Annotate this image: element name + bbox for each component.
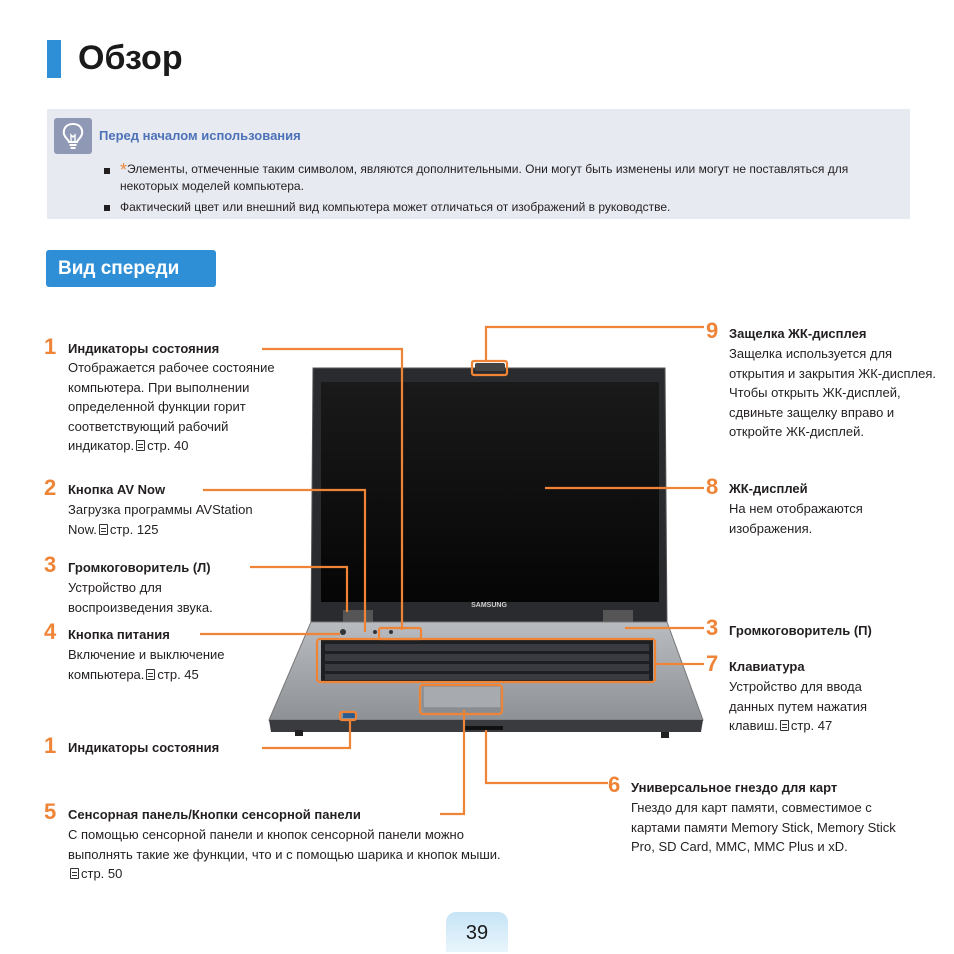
callout-desc: Устройство для воспроизведения звука. (68, 580, 213, 615)
note-item-text: Элементы, отмеченные таким символом, являются дополнительными. Они могут быть изменены или могут не поставляться для некоторых моделей компьютера. (120, 162, 849, 193)
callout-label-touchpad: Сенсорная панель/Кнопки сенсорной панели (68, 807, 361, 822)
callout-label-card-slot: Универсальное гнездо для карт (631, 780, 838, 795)
optional-star: * (120, 160, 128, 180)
note-heading: Перед началом использования (99, 128, 301, 143)
callout-label-left-speaker: Громкоговоритель (Л) (68, 560, 211, 575)
callout-label-status-indicators: Индикаторы состояния (68, 341, 220, 356)
page-reference-icon (146, 669, 155, 680)
bullet-square-icon (104, 168, 110, 174)
callout-desc: Защелка используется для открытия и закрытия ЖК-дисплея. Чтобы открыть ЖК-дисплей, сдвиньте защелку вправо и откройте ЖК-дисплей. (729, 346, 936, 439)
callout-desc: Включение и выключение компьютера. стр. 45 (68, 647, 225, 682)
page-reference-icon (99, 524, 108, 535)
callout-desc: На нем отображаются изображения. (729, 501, 863, 536)
callout-number: 7 (706, 651, 719, 676)
callout-desc: Гнездо для карт памяти, совместимое с картами памяти Memory Stick, Memory Stick Pro, SD Card, MMC, MMC Plus и xD. (631, 800, 896, 854)
note-item-text: Фактический цвет или внешний вид компьютера может отличаться от изображений в руководстве. (120, 200, 671, 214)
callout-number: 1 (44, 334, 57, 359)
callout-number: 2 (44, 475, 57, 500)
callout-label-lcd-display: ЖК-дисплей (729, 481, 808, 496)
callout-number: 6 (608, 772, 621, 797)
callout-label-status-indicators: Индикаторы состояния (68, 740, 220, 755)
callout-label-keyboard: Клавиатура (729, 659, 805, 674)
callout-desc: С помощью сенсорной панели и кнопок сенсорной панели можно выполнять такие же функции, что и с помощью шарика и кнопок мыши.стр. 50 (68, 827, 501, 881)
laptop-illustration (265, 360, 705, 740)
callout-label-lcd-latch: Защелка ЖК-дисплея (729, 326, 867, 341)
callout-number: 3 (706, 615, 719, 640)
title-accent-bar (47, 40, 61, 78)
brand-logo: SAMSUNG (471, 602, 507, 609)
callout-number: 3 (44, 552, 57, 577)
page-number: 39 (446, 912, 508, 952)
callout-number: 4 (44, 619, 57, 644)
callout-number: 8 (706, 474, 719, 499)
bullet-square-icon (104, 205, 110, 211)
callout-number: 1 (44, 733, 57, 758)
callout-desc: Загрузка программы AVStation Now. стр. 125 (68, 502, 253, 537)
callout-number: 5 (44, 799, 57, 824)
callout-label-power-button: Кнопка питания (68, 627, 170, 642)
page-reference-icon (70, 868, 79, 879)
section-header: Вид спереди (46, 250, 216, 287)
callout-label-av-now-button: Кнопка AV Now (68, 482, 166, 497)
callout-desc: Устройство для ввода данных путем нажатия клавиш. стр. 47 (729, 679, 868, 733)
page-reference-icon (136, 440, 145, 451)
lightbulb-icon (54, 118, 92, 154)
page-title: Обзор (78, 39, 183, 77)
callout-number: 9 (706, 318, 719, 343)
callout-label-right-speaker: Громкоговоритель (П) (729, 623, 872, 638)
page-reference-icon (780, 720, 789, 731)
callout-desc: Отображается рабочее состояние компьютера. При выполнении определенной функции горит соответствующий рабочий индикатор. стр. 40 (68, 360, 275, 453)
